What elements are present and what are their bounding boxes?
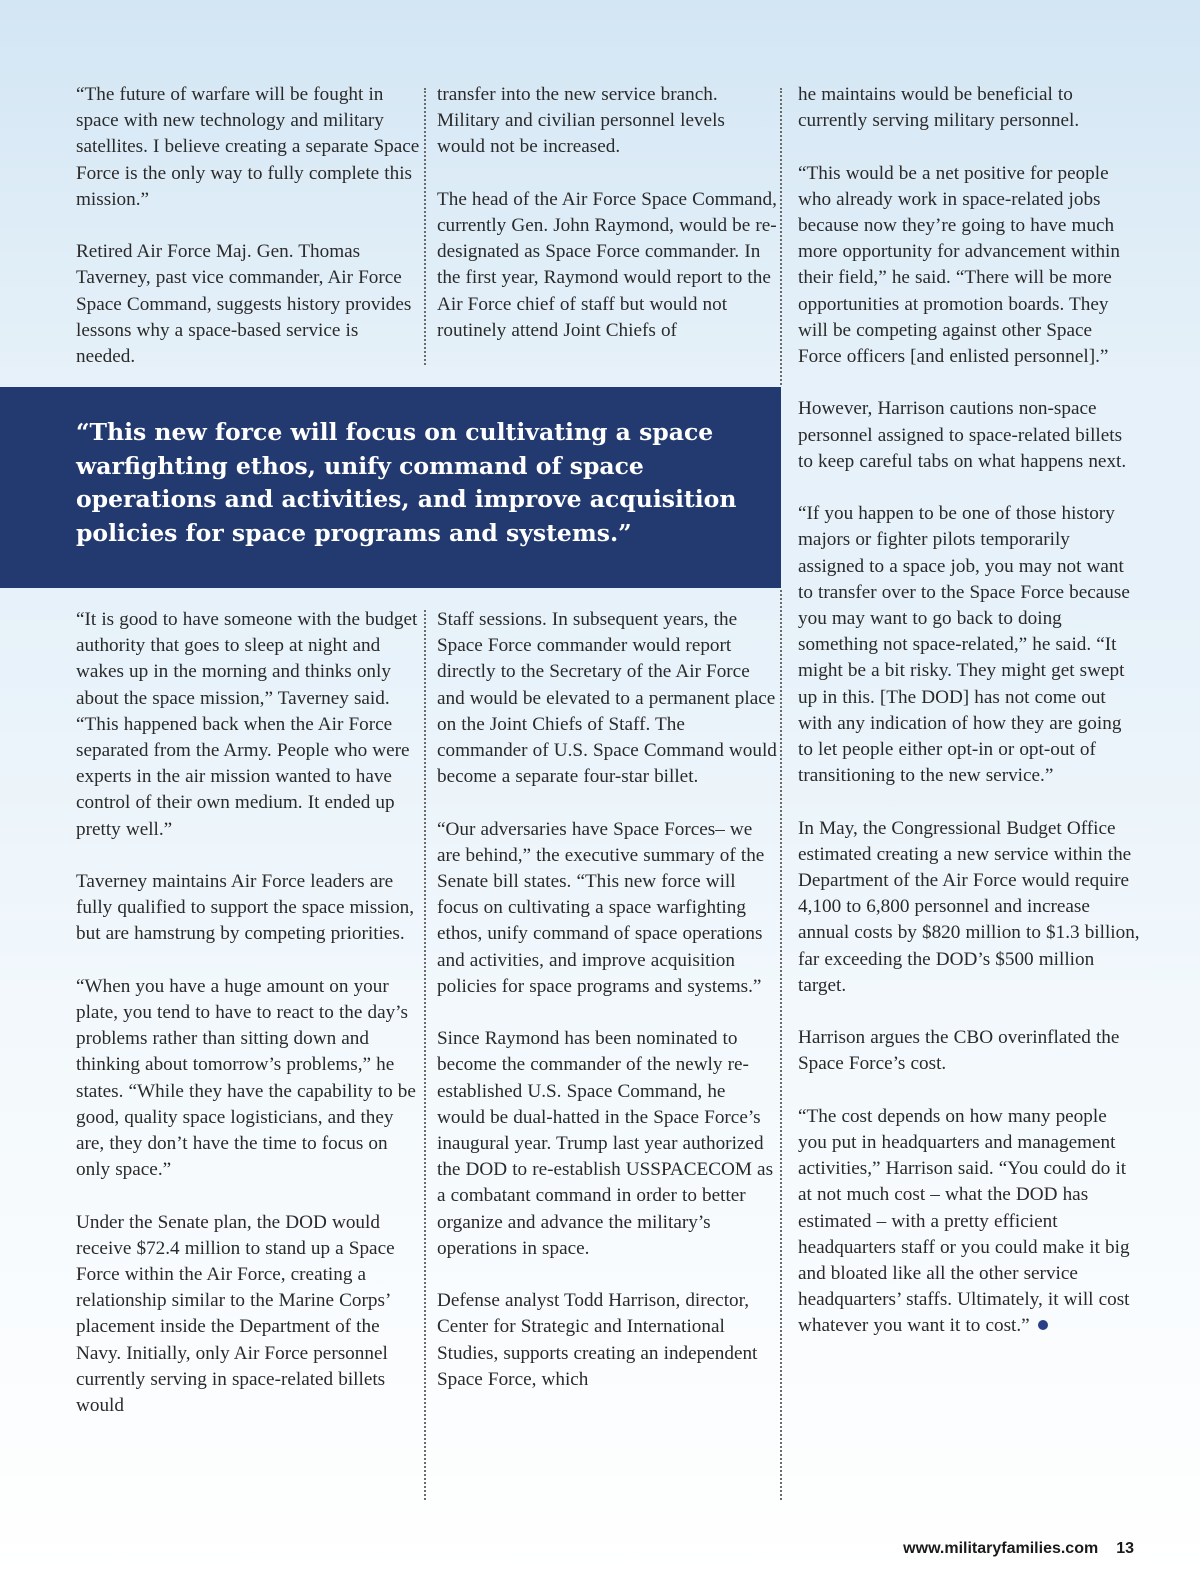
column-3	[798, 82, 1140, 1340]
paragraph: Staff sessions. In subsequent years, the Space Force commander would report directly to the Secretary of the Air Force and would be elevated to a permanent place on the Joint Chiefs of Staff. The commander of U.S. Space Command would become a separate four-star billet.	[437, 609, 777, 788]
paragraph: he maintains would be beneficial to currently serving military personnel.	[798, 84, 1080, 132]
paragraph: “If you happen to be one of those history majors or fighter pilots temporarily assigned to a space job, you may not want to transfer over to the Space Force because you may want to go back to doing something not space-related,” he said. “It might be a bit risky. They might get swept up in this. [The DOD] has not come out with any indication of how they are going to let people either opt-in or opt-out of transitioning to the new service.”	[798, 503, 1130, 787]
page-number: 13	[1116, 1540, 1134, 1557]
paragraph: “The future of warfare will be fought in space with new technology and military satellites. I believe creating a separate Space Force is the only way to fully complete this mission.”	[76, 84, 420, 210]
paragraph: The head of the Air Force Space Command, currently Gen. John Raymond, would be re-designated as Space Force commander. In the first year, Raymond would report to the Air Force chief of staff but would not routinely attend Joint Chiefs of	[437, 188, 777, 341]
paragraph: However, Harrison cautions non-space personnel assigned to space-related billets to keep careful tabs on what happens next.	[798, 398, 1127, 472]
column-1-bottom	[76, 607, 421, 1419]
column-1-top	[76, 82, 421, 370]
column-divider	[780, 590, 782, 1500]
footer-url: www.militaryfamilies.com	[903, 1540, 1099, 1557]
paragraph: Since Raymond has been nominated to become the commander of the newly re-established U.S. Space Command, he would be dual-hatted in the Space Force’s inaugural year. Trump last year authorized the DOD to re-establish USSPACECOM as a combatant command in order to better organize and advance the military’s operations in space.	[437, 1028, 774, 1259]
paragraph	[798, 1104, 1140, 1340]
paragraph: “This would be a net positive for people who already work in space-related jobs because now they’re going to have much more opportunity for advancement within their field,” he said. “There will be more opportunities at promotion boards. They will be competing against other Space Force officers [and enlisted personnel].”	[798, 162, 1120, 368]
column-divider	[780, 88, 782, 385]
paragraph: “When you have a huge amount on your plate, you tend to have to react to the day’s problems rather than sitting down and thinking about tomorrow’s problems,” he states. “While they have the capability to be good, quality space logisticians, and they are, they don’t have the time to focus on only space.”	[76, 975, 416, 1181]
paragraph: Retired Air Force Maj. Gen. Thomas Taverney, past vice commander, Air Force Space Command, suggests history provides lessons why a space-based service is needed.	[76, 241, 412, 368]
pull-quote: “This new force will focus on cultivating a space warfighting ethos, unify command of space operations and activities, and improve acquisition policies for space programs and systems.”	[76, 418, 737, 547]
paragraph-text: “The cost depends on how many people you put in headquarters and management activities,” Harrison said. “You could do it at not much cost – what the DOD has estimated – with a pretty efficient headquarters staff or you could make it big and bloated like all the other service headquarters’ staffs. Ultimately, it will cost whatever you want it to cost.”	[798, 1105, 1130, 1337]
paragraph: transfer into the new service branch. Military and civilian personnel levels would not be increased.	[437, 84, 725, 158]
paragraph: Taverney maintains Air Force leaders are fully qualified to support the space mission, but are hamstrung by competing priorities.	[76, 871, 415, 945]
paragraph: “It is good to have someone with the budget authority that goes to sleep at night and wakes up in the morning and thinks only about the space mission,” Taverney said. “This happened back when the Air Force separated from the Army. People who were experts in the air mission wanted to have control of their own medium. It ended up pretty well.”	[76, 609, 418, 840]
column-2-bottom	[437, 607, 777, 1393]
page-footer	[903, 1540, 1134, 1558]
column-divider	[424, 88, 426, 365]
column-divider	[424, 610, 426, 1500]
paragraph: Defense analyst Todd Harrison, director, Center for Strategic and International Studies, supports creating an independent Space Force, which	[437, 1290, 758, 1390]
paragraph: In May, the Congressional Budget Office estimated creating a new service within the Department of the Air Force would require 4,100 to 6,800 personnel and increase annual costs by $820 million to $1.3 billion, far exceeding the DOD’s $500 million target.	[798, 817, 1140, 996]
column-2-top	[437, 82, 777, 344]
paragraph: Harrison argues the CBO overinflated the Space Force’s cost.	[798, 1027, 1120, 1075]
end-of-article-mark	[1038, 1320, 1048, 1330]
paragraph: “Our adversaries have Space Forces– we are behind,” the executive summary of the Senate bill states. “This new force will focus on cultivating a space warfighting ethos, unify command of space operations and activities, and improve acquisition policies for space programs and systems.”	[437, 818, 765, 997]
paragraph: Under the Senate plan, the DOD would receive $72.4 million to stand up a Space Force within the Air Force, creating a relationship similar to the Marine Corps’ placement inside the Department of the Navy. Initially, only Air Force personnel currently serving in space-related billets would	[76, 1211, 395, 1417]
